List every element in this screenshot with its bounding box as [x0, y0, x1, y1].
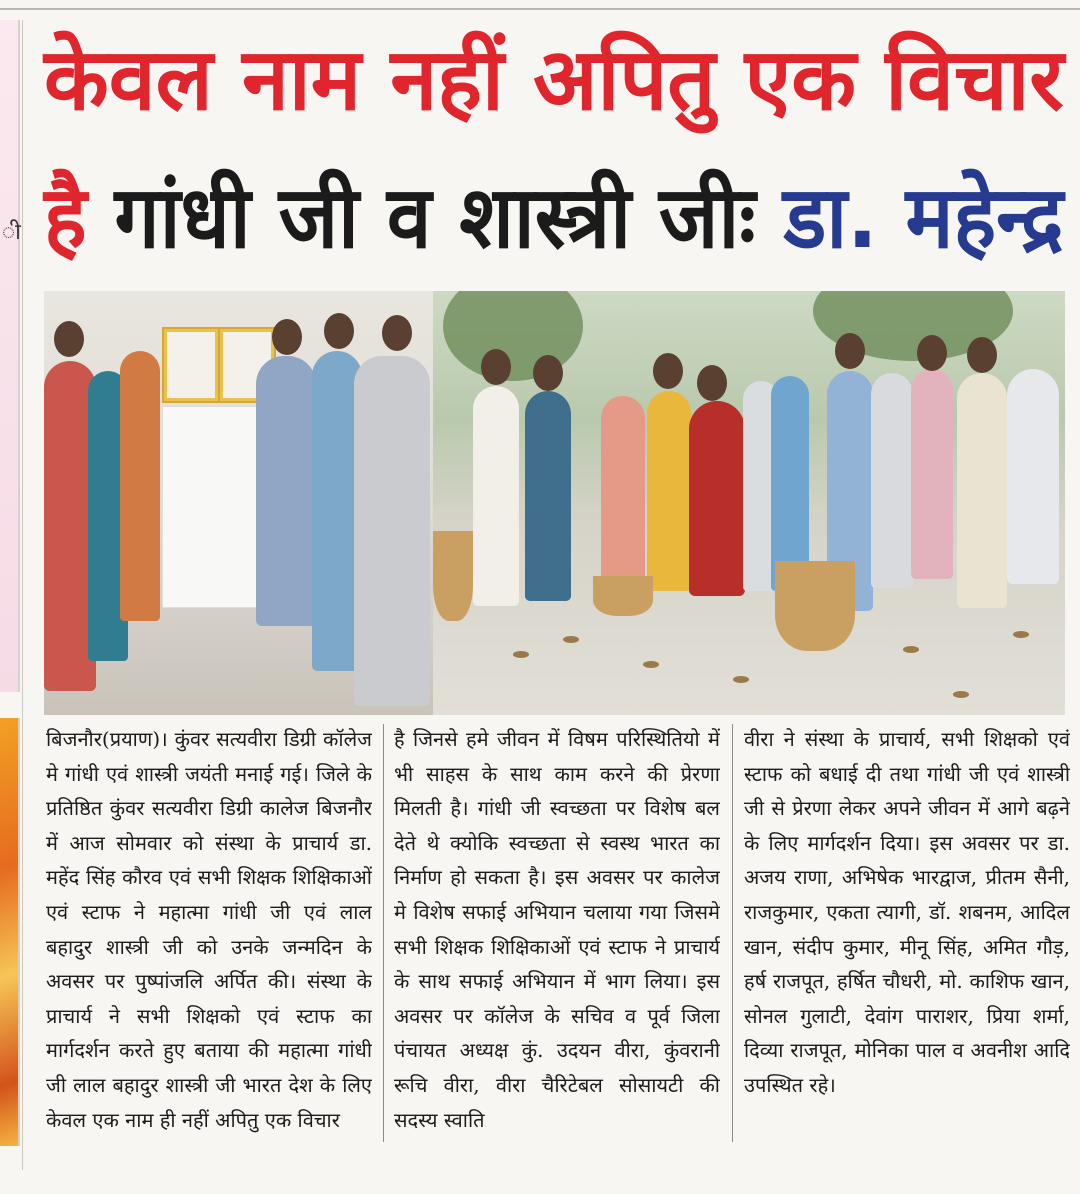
person: [647, 391, 691, 591]
person-head: [481, 349, 511, 385]
photo-cleanliness-drive: [433, 291, 1065, 715]
person-head: [835, 333, 865, 369]
person-head: [382, 315, 412, 351]
broom: [775, 561, 855, 651]
person: [473, 386, 519, 606]
adjacent-article-edge: [0, 20, 20, 692]
person-head: [697, 365, 727, 401]
headline-blue-name: डा. महेन्द्र: [783, 168, 1064, 268]
leaf: [563, 636, 579, 643]
article-column-1: बिजनौर(प्रयाण)। कुंवर सत्यवीरा डिग्री कॉलेज मे गांधी एवं शास्त्री जयंती मनाई गई। जिले के प्रतिष्ठित कुंवर सत्यवीरा डिग्री कालेज बिजनौर में आज सोमवार को संस्था के प्राचार्य डा. महेंद सिंह कौरव एवं सभी शिक्षक शिक्षिकाओं एवं स्टाफ ने महात्मा गांधी जी एवं लाल बहादुर शास्त्री जी को उनके जन्मदिन के अवसर पर पुष्पांजलि अर्पित की। संस्था के प्राचार्य ने सभी शिक्षको एवं स्टाफ का मार्गदर्शन करते हुए बताया की महात्मा गांधी जी लाल बहादुर शास्त्री जी भारत देश के लिए केवल एक नाम ही नहीं अपितु एक विचार: [46, 727, 372, 1132]
photo-tribute: [44, 291, 433, 715]
page-divider: [22, 20, 23, 1170]
leaf: [733, 676, 749, 683]
person-head: [967, 337, 997, 373]
person: [120, 351, 160, 621]
article-column-3: वीरा ने संस्था के प्राचार्य, सभी शिक्षको एवं स्टाफ को बधाई दी तथा गांधी जी एवं शास्त्री जी से प्रेरणा लेकर अपने जीवन में आगे बढ़ने के लिए मार्गदर्शन दिया। इस अवसर पर डा. अजय राणा, अभिषेक भारद्वाज, प्रीतम सैनी, राजकुमार, एकता त्यागी, डॉ. शबनम, आदिल खान, संदीप कुमार, मीनू सिंह, अमित गौड़, हर्ष राजपूत, हर्षित चौधरी, मो. काशिफ खान, सोनल गुलाटी, देवांग पाराशर, प्रिया शर्मा, दिव्या राजपूत, मोनिका पाल व अवनीश आदि उपस्थित रहे।: [744, 727, 1070, 1097]
top-rule: [0, 8, 1080, 10]
person: [601, 396, 645, 596]
column-rule: [383, 724, 384, 1142]
person-head: [54, 321, 84, 357]
leaf: [953, 691, 969, 698]
adjacent-image-edge: [0, 718, 20, 1146]
headline-line-2: [44, 168, 1064, 268]
person: [957, 373, 1007, 608]
leaf: [643, 661, 659, 668]
broom: [593, 576, 653, 616]
person: [771, 376, 809, 591]
person-head: [917, 335, 947, 371]
person: [354, 356, 430, 706]
leaf: [513, 651, 529, 658]
person-head: [324, 313, 354, 349]
adjacent-text-fragment: ी: [2, 220, 21, 245]
person: [911, 369, 953, 579]
person-head: [533, 355, 563, 391]
broom: [433, 531, 473, 621]
person: [689, 401, 745, 596]
person: [871, 373, 913, 588]
headline-line-1: केवल नाम नहीं अपितु एक विचार: [44, 30, 1064, 130]
person: [525, 391, 571, 601]
leaf: [1013, 631, 1029, 638]
article-column-2: है जिनसे हमे जीवन में विषम परिस्थितियो में भी साहस के साथ काम करने की प्रेरणा मिलती है। गांधी जी स्वच्छता पर विशेष बल देते थे क्योकि स्वच्छता से स्वस्थ भारत का निर्माण हो सकता है। इस अवसर पर कालेज मे विशेष सफाई अभियान चलाया गया जिसमे सभी शिक्षक शिक्षिकाओं एवं स्टाफ ने प्राचार्य के साथ सफाई अभियान में भाग लिया। इस अवसर पर कॉलेज के सचिव व पूर्व जिला पंचायत अध्यक्ष कुं. उदयन वीरा, कुंवरानी रूचि वीरा, वीरा चैरिटेबल सोसायटी की सदस्य स्वाति: [394, 727, 720, 1132]
person: [256, 356, 316, 626]
person-head: [272, 319, 302, 355]
portrait-frame: [164, 329, 218, 401]
person-head: [653, 353, 683, 389]
column-rule: [732, 724, 733, 1142]
person: [1007, 369, 1059, 584]
headline-red-word: है: [44, 168, 87, 268]
headline-black-phrase: गांधी जी व शास्त्री जीः: [86, 168, 784, 268]
leaf: [903, 646, 919, 653]
